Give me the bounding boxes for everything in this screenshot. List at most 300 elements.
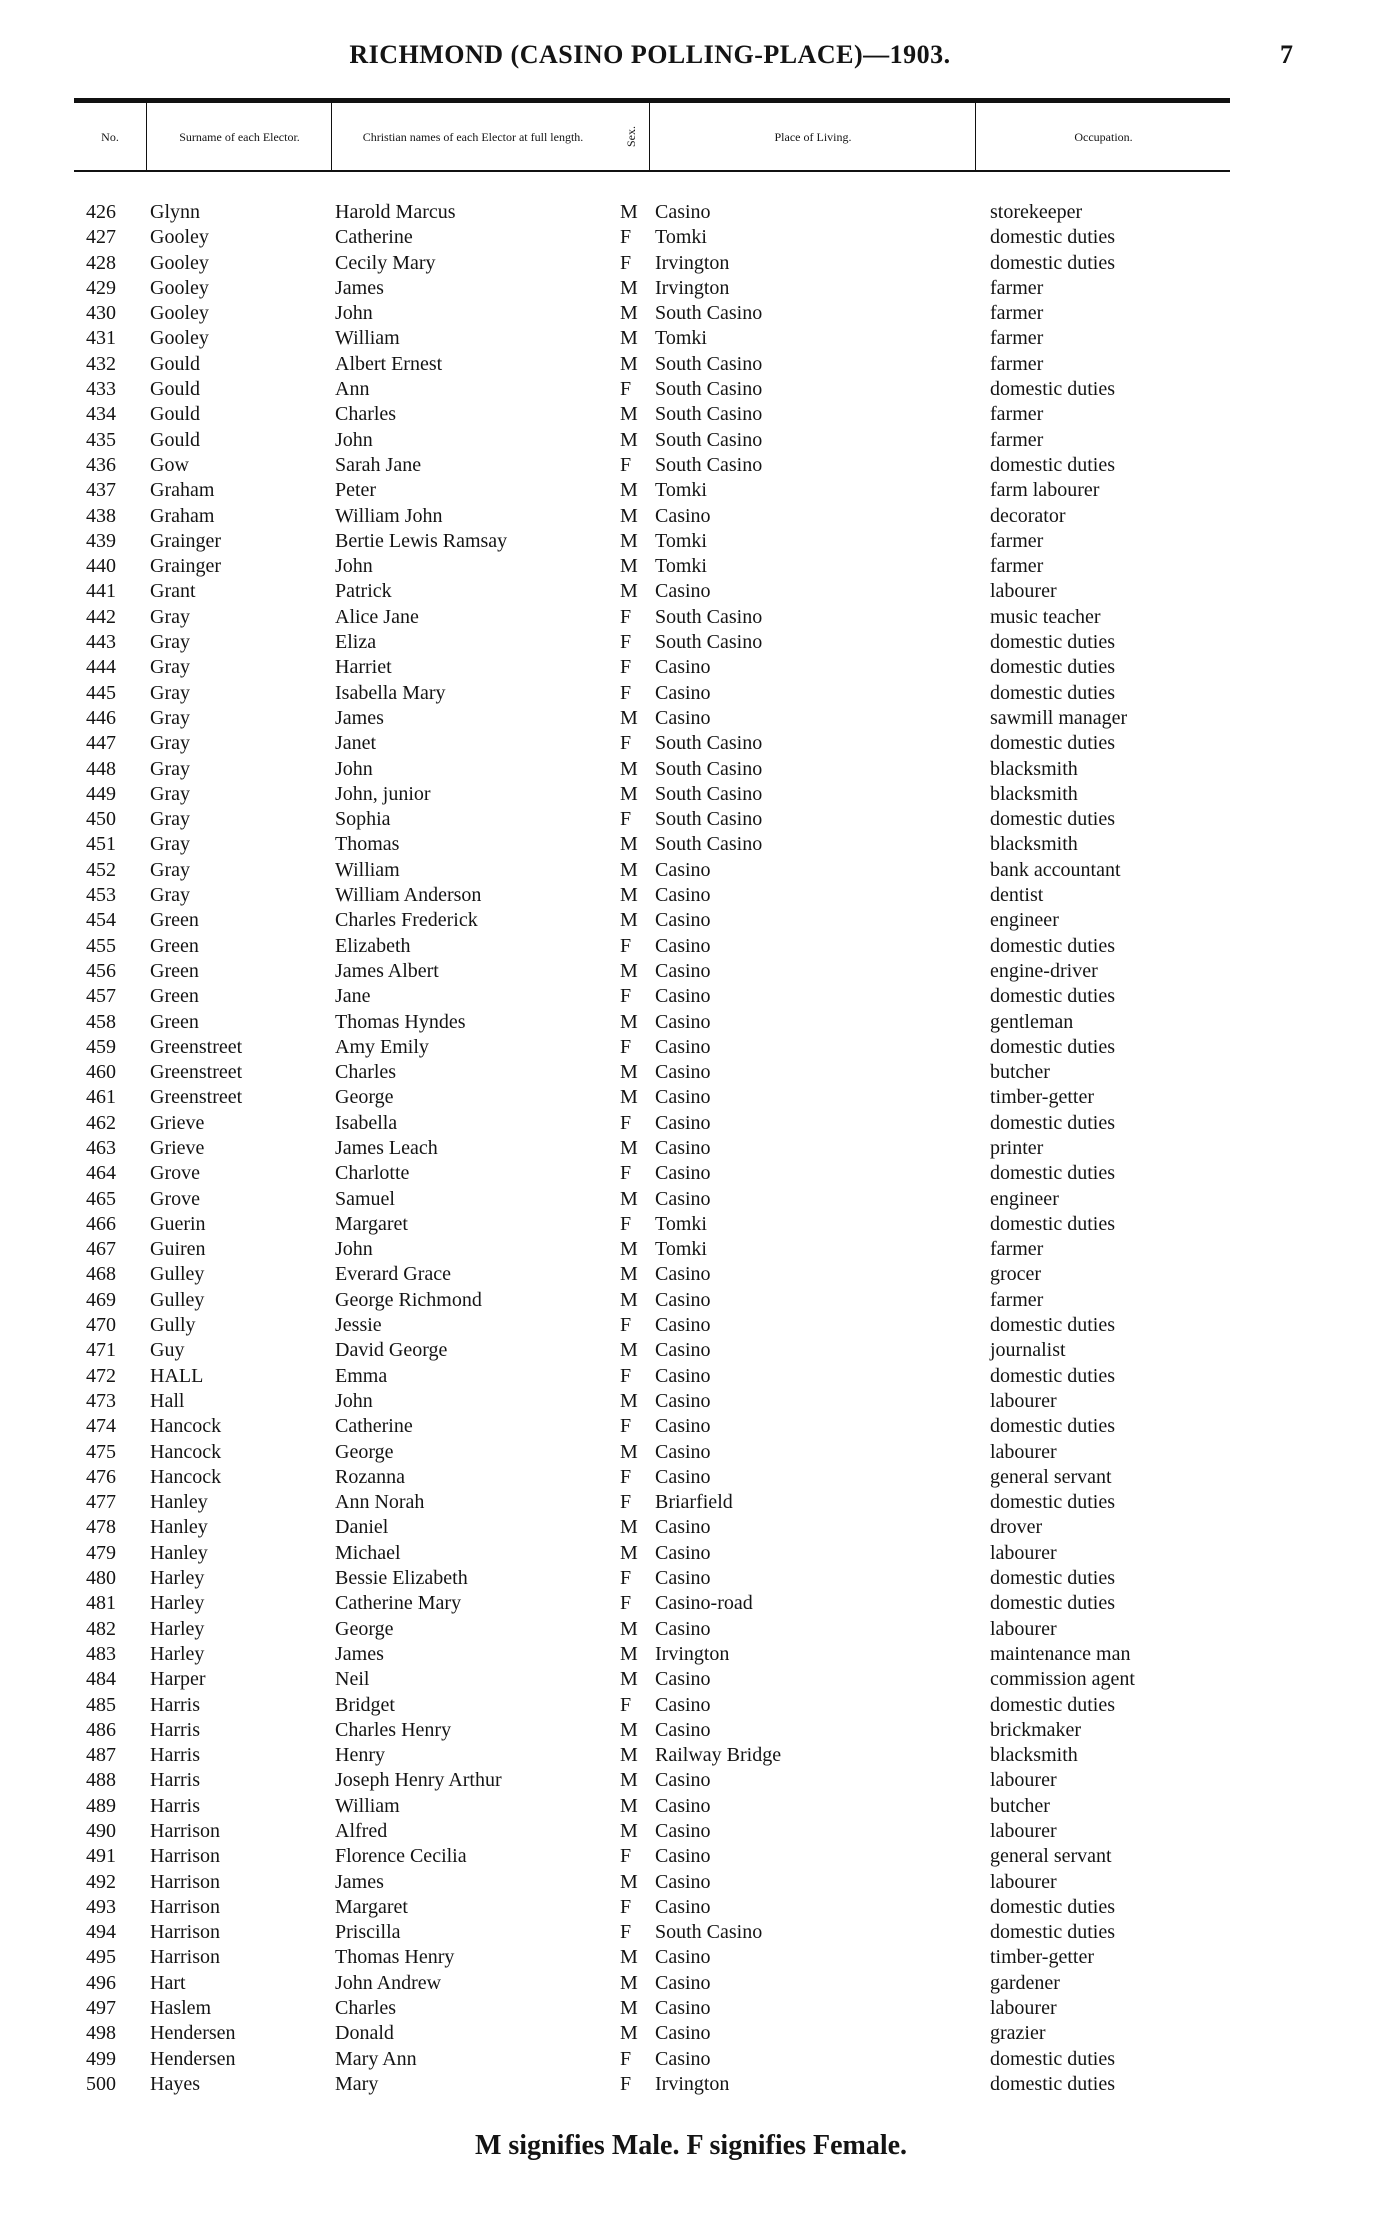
elector-number: 444	[86, 656, 116, 679]
elector-surname: Guiren	[150, 1238, 206, 1261]
elector-christian-names: Samuel	[335, 1187, 395, 1210]
elector-place-of-living: Tomki	[655, 226, 707, 249]
elector-place-of-living: Casino	[655, 1465, 711, 1488]
elector-occupation: labourer	[990, 1769, 1057, 1792]
elector-place-of-living: South Casino	[655, 1921, 763, 1944]
elector-occupation: farmer	[990, 555, 1044, 578]
elector-occupation: farmer	[990, 352, 1044, 375]
elector-sex: F	[620, 1845, 632, 1868]
elector-christian-names: Elizabeth	[335, 934, 411, 957]
elector-place-of-living: Casino	[655, 1870, 711, 1893]
elector-surname: Hanley	[150, 1491, 208, 1514]
elector-christian-names: Mary	[335, 2072, 379, 2095]
table-row	[0, 934, 1382, 959]
elector-christian-names: John, junior	[335, 782, 431, 805]
elector-place-of-living: Casino	[655, 1794, 711, 1817]
elector-christian-names: Neil	[335, 1668, 370, 1691]
elector-place-of-living: South Casino	[655, 403, 763, 426]
table-row	[0, 1060, 1382, 1085]
elector-christian-names: David George	[335, 1339, 448, 1362]
elector-place-of-living: Tomki	[655, 479, 707, 502]
elector-christian-names: Isabella Mary	[335, 681, 446, 704]
elector-number: 445	[86, 681, 116, 704]
elector-christian-names: Sarah Jane	[335, 453, 422, 476]
elector-occupation: domestic duties	[990, 1035, 1115, 1058]
elector-surname: Gray	[150, 656, 190, 679]
elector-surname: Guerin	[150, 1212, 206, 1235]
elector-place-of-living: Casino	[655, 1389, 711, 1412]
elector-number: 481	[86, 1592, 116, 1615]
elector-place-of-living: Casino	[655, 681, 711, 704]
table-row	[0, 1389, 1382, 1414]
elector-sex: M	[620, 302, 638, 325]
elector-place-of-living: Casino	[655, 1061, 711, 1084]
elector-number: 471	[86, 1339, 116, 1362]
elector-sex: M	[620, 1238, 638, 1261]
elector-sex: F	[620, 1111, 632, 1134]
elector-christian-names: James Leach	[335, 1136, 438, 1159]
table-row	[0, 1718, 1382, 1743]
elector-occupation: domestic duties	[990, 732, 1115, 755]
elector-occupation: general servant	[990, 1465, 1112, 1488]
elector-occupation: domestic duties	[990, 1314, 1115, 1337]
elector-sex: M	[620, 1288, 638, 1311]
elector-christian-names: Catherine	[335, 226, 413, 249]
elector-surname: Harley	[150, 1567, 205, 1590]
elector-place-of-living: South Casino	[655, 352, 763, 375]
elector-occupation: brickmaker	[990, 1718, 1082, 1741]
elector-christian-names: Catherine Mary	[335, 1592, 462, 1615]
elector-christian-names: Jessie	[335, 1314, 382, 1337]
elector-place-of-living: Casino	[655, 1314, 711, 1337]
elector-place-of-living: Casino	[655, 1111, 711, 1134]
table-row	[0, 706, 1382, 731]
elector-occupation: domestic duties	[990, 1567, 1115, 1590]
elector-christian-names: Joseph Henry Arthur	[335, 1769, 502, 1792]
elector-place-of-living: Casino	[655, 2022, 711, 2045]
elector-surname: Harrison	[150, 1845, 220, 1868]
elector-sex: M	[620, 1541, 638, 1564]
elector-number: 459	[86, 1035, 116, 1058]
elector-occupation: maintenance man	[990, 1642, 1131, 1665]
elector-surname: Gray	[150, 631, 190, 654]
elector-number: 447	[86, 732, 116, 755]
elector-surname: Grieve	[150, 1136, 205, 1159]
elector-occupation: domestic duties	[990, 1162, 1115, 1185]
header-christian-names: Christian names of each Elector at full length.	[331, 103, 614, 170]
elector-sex: F	[620, 251, 632, 274]
table-row	[0, 1262, 1382, 1287]
elector-number: 489	[86, 1794, 116, 1817]
elector-christian-names: Patrick	[335, 580, 392, 603]
elector-place-of-living: Irvington	[655, 251, 730, 274]
elector-sex: M	[620, 833, 638, 856]
elector-surname: Greenstreet	[150, 1086, 243, 1109]
table-row	[0, 1617, 1382, 1642]
elector-christian-names: Eliza	[335, 631, 377, 654]
elector-surname: Harley	[150, 1617, 205, 1640]
elector-place-of-living: Casino	[655, 1288, 711, 1311]
elector-sex: F	[620, 1415, 632, 1438]
elector-sex: F	[620, 1592, 632, 1615]
elector-occupation: farmer	[990, 428, 1044, 451]
table-row	[0, 225, 1382, 250]
elector-place-of-living: Casino	[655, 580, 711, 603]
elector-occupation: music teacher	[990, 605, 1101, 628]
elector-occupation: labourer	[990, 1440, 1057, 1463]
elector-christian-names: George	[335, 1617, 394, 1640]
elector-sex: F	[620, 1465, 632, 1488]
elector-number: 456	[86, 959, 116, 982]
elector-number: 467	[86, 1238, 116, 1261]
elector-number: 462	[86, 1111, 116, 1134]
header-surname: Surname of each Elector.	[146, 103, 332, 170]
elector-place-of-living: Irvington	[655, 2072, 730, 2095]
elector-christian-names: Priscilla	[335, 1921, 401, 1944]
elector-place-of-living: Casino	[655, 934, 711, 957]
elector-place-of-living: South Casino	[655, 757, 763, 780]
elector-number: 452	[86, 858, 116, 881]
elector-christian-names: Charles Frederick	[335, 909, 478, 932]
elector-sex: F	[620, 605, 632, 628]
header-occupation: Occupation.	[975, 103, 1231, 170]
elector-number: 435	[86, 428, 116, 451]
elector-christian-names: Bessie Elizabeth	[335, 1567, 468, 1590]
elector-place-of-living: Casino	[655, 1820, 711, 1842]
elector-number: 485	[86, 1693, 116, 1716]
elector-place-of-living: Casino	[655, 1617, 711, 1640]
elector-occupation: domestic duties	[990, 251, 1115, 274]
elector-occupation: labourer	[990, 1389, 1057, 1412]
table-row	[0, 1111, 1382, 1136]
table-row	[0, 782, 1382, 807]
elector-place-of-living: South Casino	[655, 732, 763, 755]
elector-number: 428	[86, 251, 116, 274]
page-number: 7	[1280, 40, 1293, 69]
elector-surname: Gulley	[150, 1263, 205, 1286]
table-row	[0, 832, 1382, 857]
elector-place-of-living: Casino	[655, 1162, 711, 1185]
elector-sex: M	[620, 1820, 638, 1842]
elector-place-of-living: South Casino	[655, 782, 763, 805]
elector-sex: M	[620, 1187, 638, 1210]
elector-sex: M	[620, 1263, 638, 1286]
elector-christian-names: James	[335, 1642, 384, 1665]
elector-occupation: dentist	[990, 884, 1044, 907]
elector-surname: Gulley	[150, 1288, 205, 1311]
elector-number: 446	[86, 706, 116, 729]
elector-surname: Grove	[150, 1162, 200, 1185]
elector-place-of-living: Casino-road	[655, 1592, 753, 1615]
elector-place-of-living: Casino	[655, 1339, 711, 1362]
elector-sex: M	[620, 504, 638, 527]
elector-surname: Gooley	[150, 327, 209, 350]
elector-surname: Gooley	[150, 226, 209, 249]
table-row	[0, 402, 1382, 427]
table-row	[0, 1819, 1382, 1844]
elector-number: 441	[86, 580, 116, 603]
elector-sex: M	[620, 276, 638, 299]
elector-place-of-living: Casino	[655, 959, 711, 982]
elector-surname: Graham	[150, 504, 215, 527]
elector-place-of-living: Casino	[655, 985, 711, 1008]
elector-christian-names: John	[335, 757, 373, 780]
elector-sex: F	[620, 453, 632, 476]
table-row	[0, 1490, 1382, 1515]
elector-christian-names: Daniel	[335, 1516, 389, 1539]
elector-occupation: storekeeper	[990, 201, 1083, 223]
elector-place-of-living: Casino	[655, 201, 711, 223]
table-row	[0, 251, 1382, 276]
elector-surname: Gould	[150, 428, 200, 451]
elector-sex: M	[620, 884, 638, 907]
elector-sex: M	[620, 479, 638, 502]
elector-surname: Harrison	[150, 1921, 220, 1944]
table-row	[0, 1085, 1382, 1110]
elector-sex: F	[620, 1364, 632, 1387]
elector-number: 460	[86, 1061, 116, 1084]
elector-occupation: farmer	[990, 403, 1044, 426]
elector-christian-names: Thomas Hyndes	[335, 1010, 466, 1033]
elector-sex: M	[620, 428, 638, 451]
table-row	[0, 1693, 1382, 1718]
elector-christian-names: Everard Grace	[335, 1263, 452, 1286]
elector-surname: Glynn	[150, 201, 200, 223]
elector-occupation: engineer	[990, 909, 1059, 932]
elector-place-of-living: Casino	[655, 884, 711, 907]
elector-christian-names: William John	[335, 504, 443, 527]
elector-surname: Grainger	[150, 555, 222, 578]
elector-number: 475	[86, 1440, 116, 1463]
elector-christian-names: James Albert	[335, 959, 439, 982]
elector-christian-names: Catherine	[335, 1415, 413, 1438]
elector-occupation: commission agent	[990, 1668, 1135, 1691]
elector-occupation: domestic duties	[990, 1111, 1115, 1134]
table-row	[0, 579, 1382, 604]
elector-christian-names: George	[335, 1440, 394, 1463]
elector-christian-names: John	[335, 302, 373, 325]
elector-place-of-living: Casino	[655, 1035, 711, 1058]
table-row	[0, 1642, 1382, 1667]
elector-number: 449	[86, 782, 116, 805]
elector-surname: Harris	[150, 1769, 200, 1792]
elector-occupation: farmer	[990, 529, 1044, 552]
elector-christian-names: Bertie Lewis Ramsay	[335, 529, 508, 552]
elector-occupation: butcher	[990, 1794, 1050, 1817]
elector-surname: Hancock	[150, 1465, 222, 1488]
elector-place-of-living: South Casino	[655, 833, 763, 856]
table-row	[0, 1212, 1382, 1237]
elector-occupation: domestic duties	[990, 985, 1115, 1008]
table-row	[0, 1440, 1382, 1465]
table-row	[0, 428, 1382, 453]
elector-place-of-living: South Casino	[655, 428, 763, 451]
table-row	[0, 1591, 1382, 1616]
elector-place-of-living: Casino	[655, 1845, 711, 1868]
elector-sex: M	[620, 1769, 638, 1792]
elector-number: 450	[86, 808, 116, 831]
elector-surname: Gray	[150, 706, 190, 729]
elector-occupation: bank accountant	[990, 858, 1121, 881]
table-row	[0, 807, 1382, 832]
elector-christian-names: William	[335, 1794, 400, 1817]
table-row	[0, 377, 1382, 402]
elector-sex: F	[620, 1921, 632, 1944]
elector-christian-names: Charles	[335, 1061, 397, 1084]
elector-number: 453	[86, 884, 116, 907]
elector-occupation: drover	[990, 1516, 1043, 1539]
elector-number: 469	[86, 1288, 116, 1311]
elector-christian-names: John	[335, 428, 373, 451]
elector-christian-names: William Anderson	[335, 884, 482, 907]
elector-occupation: blacksmith	[990, 782, 1078, 805]
elector-occupation: domestic duties	[990, 1921, 1115, 1944]
elector-sex: M	[620, 1136, 638, 1159]
elector-occupation: domestic duties	[990, 226, 1115, 249]
elector-occupation: farmer	[990, 1238, 1044, 1261]
elector-place-of-living: Irvington	[655, 1642, 730, 1665]
table-row	[0, 1288, 1382, 1313]
elector-occupation: domestic duties	[990, 1491, 1115, 1514]
elector-number: 438	[86, 504, 116, 527]
elector-number: 468	[86, 1263, 116, 1286]
elector-number: 484	[86, 1668, 116, 1691]
elector-sex: F	[620, 985, 632, 1008]
elector-number: 491	[86, 1845, 116, 1868]
elector-place-of-living: Casino	[655, 1567, 711, 1590]
elector-place-of-living: Briarfield	[655, 1491, 733, 1514]
table-row	[0, 908, 1382, 933]
elector-sex: M	[620, 757, 638, 780]
elector-number: 437	[86, 479, 116, 502]
elector-number: 443	[86, 631, 116, 654]
elector-place-of-living: Casino	[655, 1516, 711, 1539]
elector-place-of-living: South Casino	[655, 631, 763, 654]
header-place-of-living: Place of Living.	[649, 103, 976, 170]
elector-christian-names: Janet	[335, 732, 377, 755]
table-row	[0, 959, 1382, 984]
table-row	[0, 1465, 1382, 1490]
table-row	[0, 655, 1382, 680]
table-row	[0, 529, 1382, 554]
elector-occupation: butcher	[990, 1061, 1050, 1084]
elector-number: 499	[86, 2047, 116, 2070]
elector-occupation: domestic duties	[990, 808, 1115, 831]
page-title: RICHMOND (CASINO POLLING-PLACE)—1903.	[349, 40, 951, 69]
elector-number: 486	[86, 1718, 116, 1741]
elector-surname: Hayes	[150, 2072, 200, 2095]
elector-surname: Gray	[150, 833, 190, 856]
table-row	[0, 630, 1382, 655]
elector-place-of-living: Casino	[655, 2047, 711, 2070]
elector-christian-names: Donald	[335, 2022, 394, 2045]
table-row	[0, 1515, 1382, 1540]
elector-place-of-living: Casino	[655, 706, 711, 729]
elector-number: 451	[86, 833, 116, 856]
elector-number: 442	[86, 605, 116, 628]
table-row	[0, 1844, 1382, 1869]
elector-christian-names: Alice Jane	[335, 605, 419, 628]
elector-number: 458	[86, 1010, 116, 1033]
elector-surname: Gould	[150, 378, 200, 401]
elector-place-of-living: Casino	[655, 858, 711, 881]
elector-surname: Hart	[150, 1971, 186, 1994]
elector-occupation: labourer	[990, 1997, 1057, 2020]
elector-christian-names: Bridget	[335, 1693, 395, 1716]
table-row	[0, 984, 1382, 1009]
table-header	[74, 103, 1230, 170]
table-row	[0, 1768, 1382, 1793]
elector-surname: Harrison	[150, 1870, 220, 1893]
elector-occupation: farmer	[990, 276, 1044, 299]
elector-occupation: farmer	[990, 302, 1044, 325]
elector-christian-names: Charles Henry	[335, 1718, 452, 1741]
elector-surname: Green	[150, 985, 199, 1008]
table-row	[0, 1364, 1382, 1389]
elector-surname: Haslem	[150, 1997, 212, 2020]
elector-number: 427	[86, 226, 116, 249]
elector-occupation: domestic duties	[990, 378, 1115, 401]
elector-sex: M	[620, 1061, 638, 1084]
elector-number: 492	[86, 1870, 116, 1893]
elector-surname: Gow	[150, 453, 189, 476]
elector-place-of-living: Casino	[655, 1971, 711, 1994]
table-row	[0, 352, 1382, 377]
elector-surname: Gully	[150, 1314, 196, 1337]
elector-surname: Harrison	[150, 1895, 220, 1918]
elector-number: 494	[86, 1921, 116, 1944]
elector-surname: Grainger	[150, 529, 222, 552]
elector-surname: Hanley	[150, 1516, 208, 1539]
elector-sex: F	[620, 378, 632, 401]
elector-place-of-living: Tomki	[655, 555, 707, 578]
elector-surname: Harrison	[150, 1820, 220, 1842]
elector-place-of-living: Casino	[655, 1263, 711, 1286]
elector-occupation: labourer	[990, 580, 1057, 603]
elector-occupation: grocer	[990, 1263, 1042, 1286]
elector-christian-names: John	[335, 1238, 373, 1261]
elector-sex: M	[620, 1794, 638, 1817]
elector-sex: F	[620, 1162, 632, 1185]
elector-sex: M	[620, 858, 638, 881]
elector-sex: M	[620, 2022, 638, 2045]
elector-sex: F	[620, 1895, 632, 1918]
elector-number: 483	[86, 1642, 116, 1665]
elector-christian-names: Harold Marcus	[335, 201, 456, 223]
elector-place-of-living: Casino	[655, 1541, 711, 1564]
elector-christian-names: Ann	[335, 378, 370, 401]
elector-surname: Green	[150, 909, 199, 932]
elector-place-of-living: Casino	[655, 1136, 711, 1159]
elector-place-of-living: Casino	[655, 1718, 711, 1741]
elector-christian-names: Michael	[335, 1541, 401, 1564]
elector-surname: Hanley	[150, 1541, 208, 1564]
elector-number: 430	[86, 302, 116, 325]
elector-number: 472	[86, 1364, 116, 1387]
elector-occupation: blacksmith	[990, 757, 1078, 780]
elector-surname: Greenstreet	[150, 1061, 243, 1084]
elector-sex: M	[620, 706, 638, 729]
elector-sex: F	[620, 226, 632, 249]
elector-surname: Gooley	[150, 276, 209, 299]
elector-christian-names: Peter	[335, 479, 377, 502]
elector-occupation: blacksmith	[990, 833, 1078, 856]
elector-place-of-living: Casino	[655, 1086, 711, 1109]
elector-number: 457	[86, 985, 116, 1008]
elector-sex: F	[620, 934, 632, 957]
table-row	[0, 1338, 1382, 1363]
elector-occupation: domestic duties	[990, 631, 1115, 654]
